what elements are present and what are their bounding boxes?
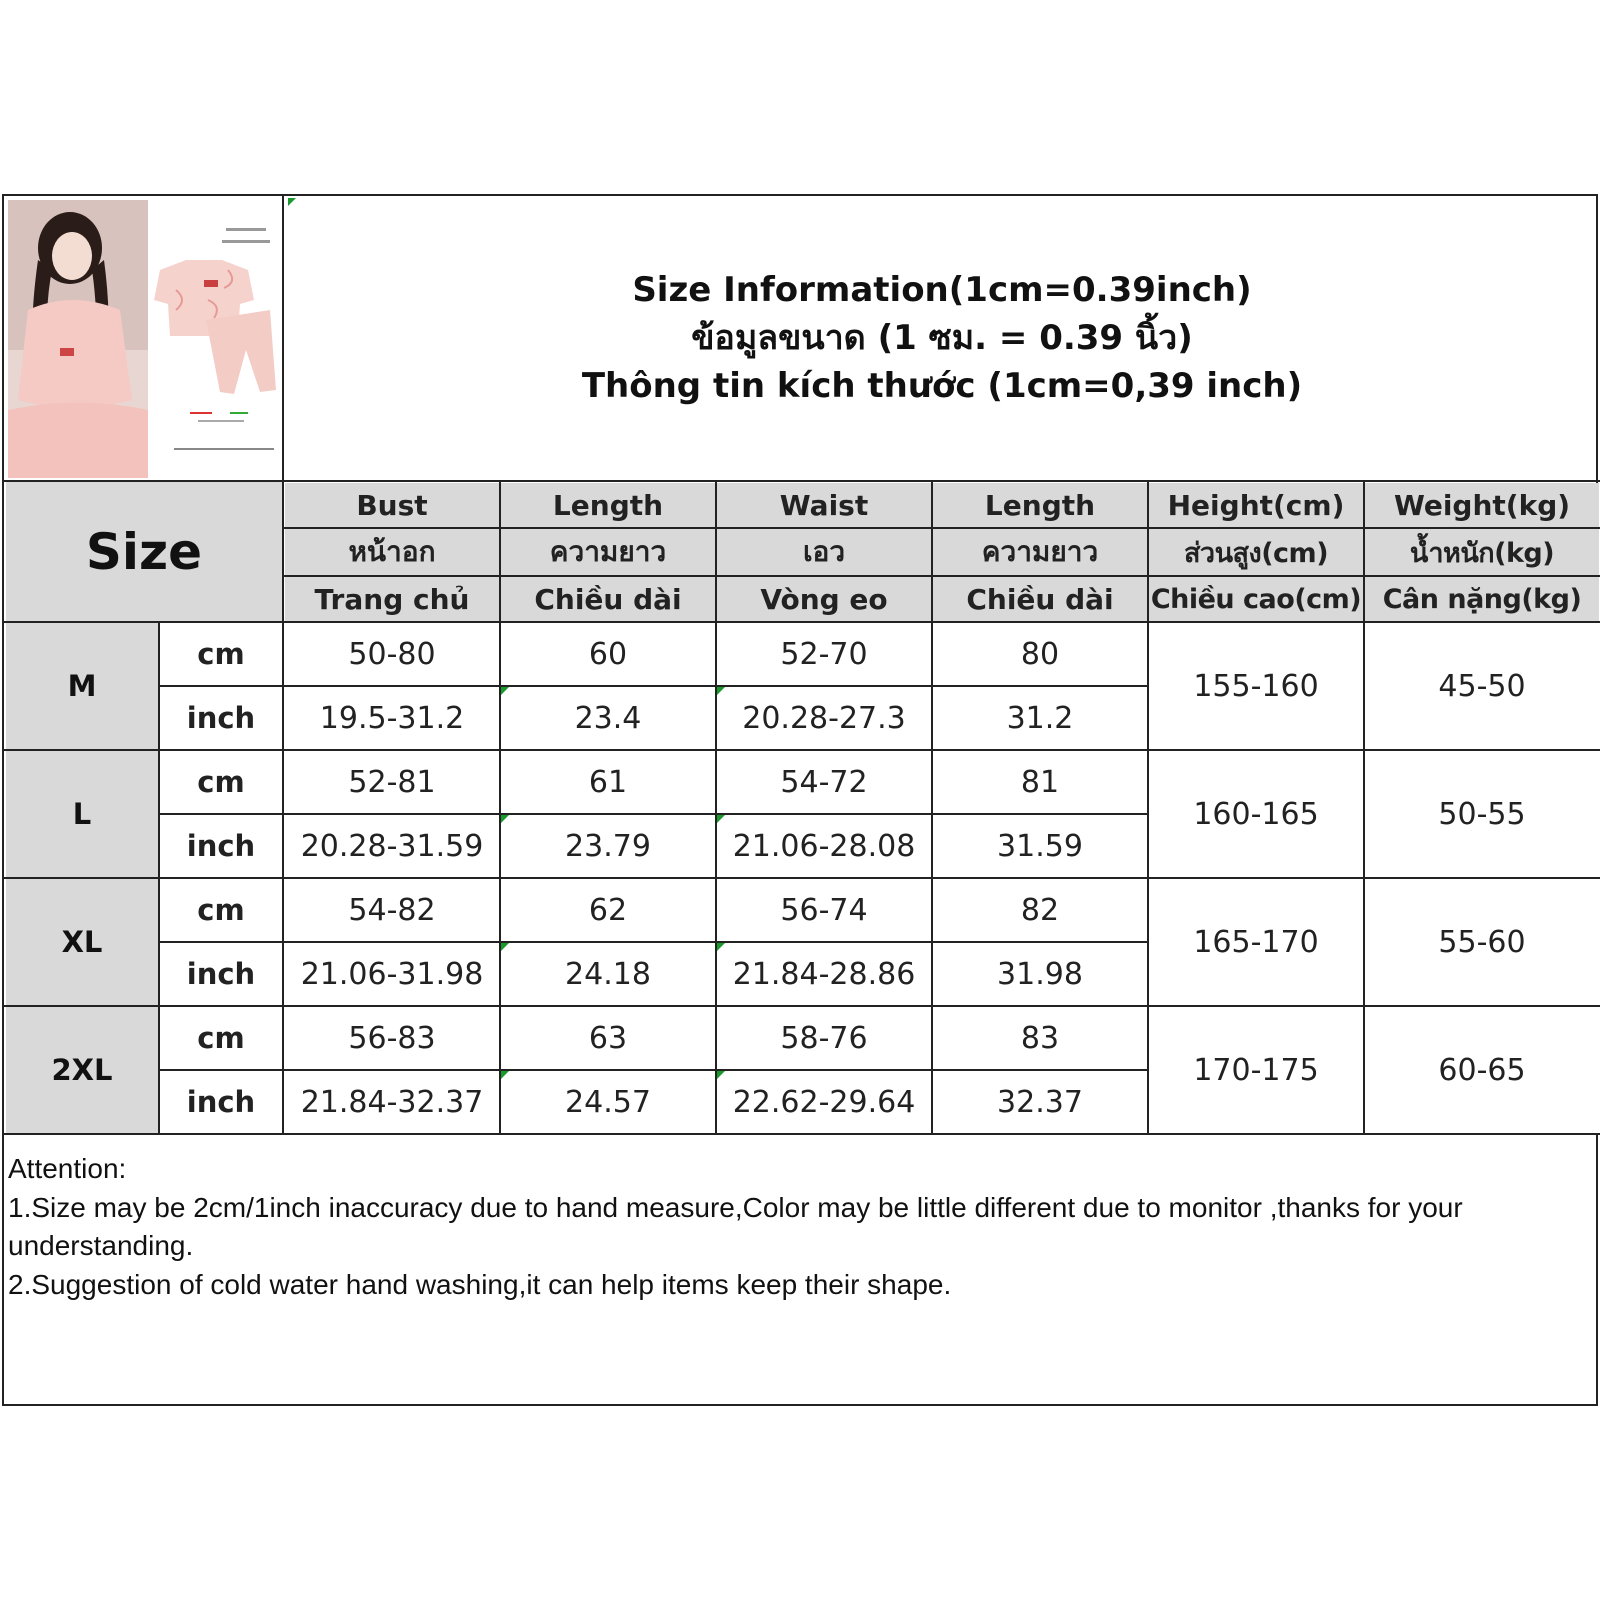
weight-cell bbox=[1365, 879, 1599, 1005]
column-header-2-th bbox=[717, 529, 931, 575]
notes-item-2: 2.Suggestion of cold water hand washing,it can help items keep their shape. bbox=[8, 1268, 952, 1300]
table-cell bbox=[285, 943, 499, 1005]
notes-heading: Attention: bbox=[8, 1153, 127, 1184]
column-header-1-th bbox=[501, 529, 715, 575]
column-header-0-th bbox=[285, 529, 499, 575]
divider bbox=[1147, 482, 1149, 1134]
model-pajama-photo-icon bbox=[8, 200, 282, 478]
title-block bbox=[288, 198, 1596, 478]
height-value: 170-175 bbox=[1193, 1052, 1319, 1088]
column-header-label: Bust bbox=[356, 488, 428, 522]
divider bbox=[282, 196, 284, 1134]
measurement-value: 52-81 bbox=[348, 764, 436, 800]
divider bbox=[715, 482, 717, 1134]
size-label: M bbox=[67, 669, 97, 703]
measurement-value: 31.59 bbox=[997, 828, 1083, 864]
weight-value: 50-55 bbox=[1438, 796, 1526, 832]
size-label: XL bbox=[61, 925, 103, 959]
divider bbox=[4, 480, 1600, 482]
size-chart bbox=[2, 194, 1598, 1406]
column-header-2-vi bbox=[717, 577, 931, 621]
size-cell-XL bbox=[6, 879, 158, 1005]
title-vietnamese: Thông tin kích thước (1cm=0,39 inch) bbox=[581, 366, 1303, 406]
measurement-value: 19.5-31.2 bbox=[319, 700, 465, 736]
column-header-label: ความยาว bbox=[549, 535, 667, 568]
measurement-value: 61 bbox=[588, 764, 628, 800]
divider bbox=[159, 813, 1148, 815]
unit-cell-inch bbox=[160, 943, 282, 1005]
table-cell bbox=[933, 1071, 1147, 1133]
column-header-label: Chiều dài bbox=[966, 582, 1114, 616]
table-cell bbox=[501, 623, 715, 685]
column-header-2-en bbox=[717, 483, 931, 527]
size-cell-2XL bbox=[6, 1007, 158, 1133]
size-cell-L bbox=[6, 751, 158, 877]
height-cell bbox=[1149, 751, 1363, 877]
weight-value: 60-65 bbox=[1438, 1052, 1526, 1088]
table-cell bbox=[501, 751, 715, 813]
measurement-value: 63 bbox=[588, 1020, 628, 1056]
unit-cell-inch bbox=[160, 687, 282, 749]
column-header-3-th bbox=[933, 529, 1147, 575]
table-cell bbox=[285, 815, 499, 877]
unit-cell-cm bbox=[160, 879, 282, 941]
measurement-value: 52-70 bbox=[780, 636, 868, 672]
attention-notes bbox=[8, 1150, 1592, 1304]
table-cell bbox=[285, 687, 499, 749]
measurement-value: 56-74 bbox=[780, 892, 868, 928]
column-header-4-en bbox=[1149, 483, 1363, 527]
table-cell bbox=[717, 1071, 931, 1133]
table-cell bbox=[501, 1007, 715, 1069]
measurement-value: 80 bbox=[1020, 636, 1060, 672]
column-header-0-vi bbox=[285, 577, 499, 621]
column-header-4-th bbox=[1149, 529, 1363, 575]
divider bbox=[4, 1133, 1600, 1135]
table-cell bbox=[717, 623, 931, 685]
notes-item-1: 1.Size may be 2cm/1inch inaccuracy due to hand measure,Color may be little different due to monitor ,thanks for your understanding. bbox=[8, 1191, 1463, 1261]
height-value: 155-160 bbox=[1193, 668, 1319, 704]
table-cell bbox=[717, 879, 931, 941]
column-header-4-vi bbox=[1149, 577, 1363, 621]
unit-label-cm: cm bbox=[197, 637, 245, 671]
unit-cell-inch bbox=[160, 1071, 282, 1133]
title-thai: ข้อมูลขนาด (1 ซม. = 0.39 นิ้ว) bbox=[691, 318, 1193, 358]
table-cell bbox=[933, 943, 1147, 1005]
column-header-label: Length bbox=[552, 488, 664, 522]
measurement-value: 81 bbox=[1020, 764, 1060, 800]
weight-value: 55-60 bbox=[1438, 924, 1526, 960]
title-english: Size Information(1cm=0.39inch) bbox=[632, 270, 1252, 310]
unit-label-inch: inch bbox=[186, 829, 256, 863]
measurement-value: 82 bbox=[1020, 892, 1060, 928]
divider bbox=[159, 941, 1148, 943]
table-cell bbox=[717, 815, 931, 877]
measurement-value: 62 bbox=[588, 892, 628, 928]
measurement-value: 24.18 bbox=[565, 956, 651, 992]
measurement-value: 31.98 bbox=[997, 956, 1083, 992]
measurement-value: 21.84-32.37 bbox=[300, 1084, 484, 1120]
table-cell bbox=[285, 623, 499, 685]
product-photo bbox=[8, 200, 282, 478]
weight-value: 45-50 bbox=[1438, 668, 1526, 704]
measurement-value: 60 bbox=[588, 636, 628, 672]
column-header-label: Waist bbox=[779, 488, 869, 522]
measurement-value: 22.62-29.64 bbox=[732, 1084, 916, 1120]
table-cell bbox=[285, 1007, 499, 1069]
divider bbox=[4, 749, 1600, 751]
table-cell bbox=[933, 1007, 1147, 1069]
measurement-value: 54-82 bbox=[348, 892, 436, 928]
table-cell bbox=[285, 751, 499, 813]
table-cell bbox=[933, 687, 1147, 749]
column-header-3-en bbox=[933, 483, 1147, 527]
column-header-0-en bbox=[285, 483, 499, 527]
column-header-label: Chiều cao(cm) bbox=[1150, 583, 1362, 615]
table-cell bbox=[285, 1071, 499, 1133]
measurement-value: 32.37 bbox=[997, 1084, 1083, 1120]
table-cell bbox=[501, 1071, 715, 1133]
weight-cell bbox=[1365, 1007, 1599, 1133]
column-header-label: Vòng eo bbox=[760, 582, 888, 616]
divider bbox=[158, 622, 160, 1134]
column-header-5-th bbox=[1365, 529, 1599, 575]
size-header bbox=[6, 482, 282, 622]
divider bbox=[284, 575, 1600, 577]
measurement-value: 24.57 bbox=[565, 1084, 651, 1120]
unit-label-inch: inch bbox=[186, 957, 256, 991]
table-cell bbox=[933, 623, 1147, 685]
size-cell-M bbox=[6, 623, 158, 749]
weight-cell bbox=[1365, 751, 1599, 877]
column-header-1-vi bbox=[501, 577, 715, 621]
table-cell bbox=[717, 1007, 931, 1069]
divider bbox=[159, 685, 1148, 687]
measurement-value: 54-72 bbox=[780, 764, 868, 800]
divider bbox=[931, 482, 933, 1134]
unit-label-inch: inch bbox=[186, 701, 256, 735]
column-header-label: Weight(kg) bbox=[1393, 488, 1571, 522]
table-cell bbox=[933, 751, 1147, 813]
divider bbox=[1363, 482, 1365, 1134]
table-cell bbox=[933, 879, 1147, 941]
unit-label-inch: inch bbox=[186, 1085, 256, 1119]
divider bbox=[4, 621, 1600, 623]
size-label: L bbox=[72, 797, 92, 831]
height-cell bbox=[1149, 623, 1363, 749]
unit-cell-cm bbox=[160, 751, 282, 813]
measurement-value: 56-83 bbox=[348, 1020, 436, 1056]
column-header-label: Length bbox=[984, 488, 1096, 522]
measurement-value: 31.2 bbox=[1006, 700, 1074, 736]
column-header-1-en bbox=[501, 483, 715, 527]
table-cell bbox=[717, 943, 931, 1005]
table-cell bbox=[285, 879, 499, 941]
measurement-value: 21.06-31.98 bbox=[300, 956, 484, 992]
measurement-value: 20.28-31.59 bbox=[300, 828, 484, 864]
column-header-label: ส่วนสูง(cm) bbox=[1183, 537, 1329, 569]
column-header-label: น้ำหนัก(kg) bbox=[1409, 537, 1555, 569]
column-header-label: Cân nặng(kg) bbox=[1382, 583, 1582, 615]
measurement-value: 21.06-28.08 bbox=[732, 828, 916, 864]
height-cell bbox=[1149, 879, 1363, 1005]
measurement-value: 23.79 bbox=[565, 828, 651, 864]
column-header-label: Chiều dài bbox=[534, 582, 682, 616]
unit-cell-cm bbox=[160, 623, 282, 685]
divider bbox=[284, 527, 1600, 529]
unit-label-cm: cm bbox=[197, 893, 245, 927]
measurement-value: 20.28-27.3 bbox=[742, 700, 906, 736]
table-cell bbox=[501, 879, 715, 941]
table-cell bbox=[501, 687, 715, 749]
divider bbox=[4, 1005, 1600, 1007]
measurement-value: 58-76 bbox=[780, 1020, 868, 1056]
measurement-value: 83 bbox=[1020, 1020, 1060, 1056]
height-value: 165-170 bbox=[1193, 924, 1319, 960]
column-header-label: Height(cm) bbox=[1167, 488, 1345, 522]
column-header-label: Trang chủ bbox=[314, 582, 470, 616]
unit-cell-cm bbox=[160, 1007, 282, 1069]
height-cell bbox=[1149, 1007, 1363, 1133]
measurement-value: 23.4 bbox=[574, 700, 642, 736]
measurement-value: 21.84-28.86 bbox=[732, 956, 916, 992]
column-header-3-vi bbox=[933, 577, 1147, 621]
column-header-label: เอว bbox=[802, 535, 846, 568]
measurement-value: 50-80 bbox=[348, 636, 436, 672]
table-cell bbox=[501, 943, 715, 1005]
weight-cell bbox=[1365, 623, 1599, 749]
table-cell bbox=[501, 815, 715, 877]
height-value: 160-165 bbox=[1193, 796, 1319, 832]
column-header-5-en bbox=[1365, 483, 1599, 527]
table-cell bbox=[717, 751, 931, 813]
size-header-label: Size bbox=[85, 523, 203, 581]
divider bbox=[499, 482, 501, 1134]
column-header-label: ความยาว bbox=[981, 535, 1099, 568]
unit-label-cm: cm bbox=[197, 765, 245, 799]
size-label: 2XL bbox=[51, 1053, 113, 1087]
table-cell bbox=[933, 815, 1147, 877]
unit-cell-inch bbox=[160, 815, 282, 877]
divider bbox=[4, 877, 1600, 879]
table-cell bbox=[717, 687, 931, 749]
unit-label-cm: cm bbox=[197, 1021, 245, 1055]
divider bbox=[159, 1069, 1148, 1071]
column-header-label: หน้าอก bbox=[348, 535, 436, 568]
column-header-5-vi bbox=[1365, 577, 1599, 621]
